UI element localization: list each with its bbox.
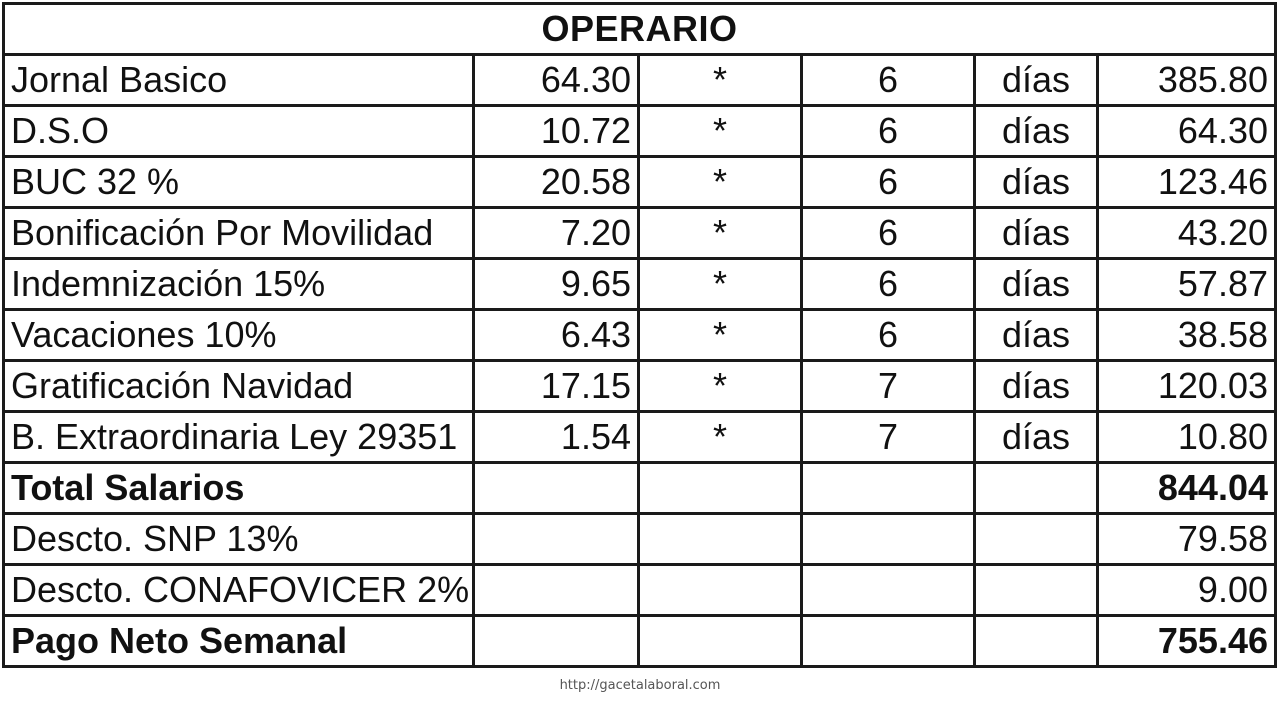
- empty-cell: [802, 616, 975, 667]
- table-header-row: [4, 4, 1276, 55]
- concept-cell: Vacaciones 10%: [4, 310, 474, 361]
- multiply-sign: *: [639, 157, 802, 208]
- multiply-sign: *: [639, 361, 802, 412]
- total-salarios-row: [4, 463, 1276, 514]
- unit-cell: días: [975, 310, 1098, 361]
- deduction-row-snp: [4, 514, 1276, 565]
- days-cell: 6: [802, 259, 975, 310]
- concept-cell: B. Extraordinaria Ley 29351: [4, 412, 474, 463]
- amount-cell: 38.58: [1098, 310, 1276, 361]
- table-row: [4, 361, 1276, 412]
- empty-cell: [639, 463, 802, 514]
- pago-neto-row: [4, 616, 1276, 667]
- payroll-table: [2, 2, 1277, 668]
- empty-cell: [802, 514, 975, 565]
- amount-cell: 10.80: [1098, 412, 1276, 463]
- empty-cell: [975, 514, 1098, 565]
- multiply-sign: *: [639, 208, 802, 259]
- multiply-sign: *: [639, 259, 802, 310]
- table-row: [4, 412, 1276, 463]
- amount-cell: 64.30: [1098, 106, 1276, 157]
- table-row: [4, 310, 1276, 361]
- empty-cell: [474, 463, 639, 514]
- empty-cell: [474, 514, 639, 565]
- empty-cell: [639, 616, 802, 667]
- deduction-label: Descto. SNP 13%: [4, 514, 474, 565]
- unit-cell: días: [975, 361, 1098, 412]
- table-row: [4, 157, 1276, 208]
- deduction-row-conafovicer: [4, 565, 1276, 616]
- empty-cell: [474, 616, 639, 667]
- days-cell: 6: [802, 106, 975, 157]
- days-cell: 6: [802, 55, 975, 106]
- concept-cell: Gratificación Navidad: [4, 361, 474, 412]
- unit-cell: días: [975, 106, 1098, 157]
- empty-cell: [975, 565, 1098, 616]
- unit-cell: días: [975, 208, 1098, 259]
- table-body: [4, 55, 1276, 667]
- empty-cell: [639, 514, 802, 565]
- rate-cell: 20.58: [474, 157, 639, 208]
- deduction-amount: 9.00: [1098, 565, 1276, 616]
- empty-cell: [975, 463, 1098, 514]
- total-salarios-amount: 844.04: [1098, 463, 1276, 514]
- amount-cell: 385.80: [1098, 55, 1276, 106]
- table-row: [4, 259, 1276, 310]
- rate-cell: 7.20: [474, 208, 639, 259]
- empty-cell: [802, 463, 975, 514]
- empty-cell: [639, 565, 802, 616]
- rate-cell: 64.30: [474, 55, 639, 106]
- multiply-sign: *: [639, 412, 802, 463]
- rate-cell: 6.43: [474, 310, 639, 361]
- rate-cell: 17.15: [474, 361, 639, 412]
- rate-cell: 10.72: [474, 106, 639, 157]
- unit-cell: días: [975, 412, 1098, 463]
- pago-neto-label: Pago Neto Semanal: [4, 616, 474, 667]
- days-cell: 7: [802, 361, 975, 412]
- concept-cell: BUC 32 %: [4, 157, 474, 208]
- days-cell: 6: [802, 208, 975, 259]
- deduction-label: Descto. CONAFOVICER 2%: [4, 565, 474, 616]
- empty-cell: [474, 565, 639, 616]
- concept-cell: D.S.O: [4, 106, 474, 157]
- unit-cell: días: [975, 157, 1098, 208]
- pago-neto-amount: 755.46: [1098, 616, 1276, 667]
- rate-cell: 9.65: [474, 259, 639, 310]
- multiply-sign: *: [639, 310, 802, 361]
- unit-cell: días: [975, 259, 1098, 310]
- days-cell: 7: [802, 412, 975, 463]
- watermark-url: http://gacetalaboral.com: [559, 678, 721, 693]
- deduction-amount: 79.58: [1098, 514, 1276, 565]
- concept-cell: Jornal Basico: [4, 55, 474, 106]
- days-cell: 6: [802, 157, 975, 208]
- amount-cell: 120.03: [1098, 361, 1276, 412]
- empty-cell: [802, 565, 975, 616]
- concept-cell: Indemnización 15%: [4, 259, 474, 310]
- amount-cell: 123.46: [1098, 157, 1276, 208]
- total-salarios-label: Total Salarios: [4, 463, 474, 514]
- table-row: [4, 106, 1276, 157]
- table-row: [4, 55, 1276, 106]
- concept-cell: Bonificación Por Movilidad: [4, 208, 474, 259]
- table-title: OPERARIO: [4, 4, 1276, 55]
- table-row: [4, 208, 1276, 259]
- days-cell: 6: [802, 310, 975, 361]
- rate-cell: 1.54: [474, 412, 639, 463]
- amount-cell: 43.20: [1098, 208, 1276, 259]
- empty-cell: [975, 616, 1098, 667]
- multiply-sign: *: [639, 55, 802, 106]
- multiply-sign: *: [639, 106, 802, 157]
- unit-cell: días: [975, 55, 1098, 106]
- amount-cell: 57.87: [1098, 259, 1276, 310]
